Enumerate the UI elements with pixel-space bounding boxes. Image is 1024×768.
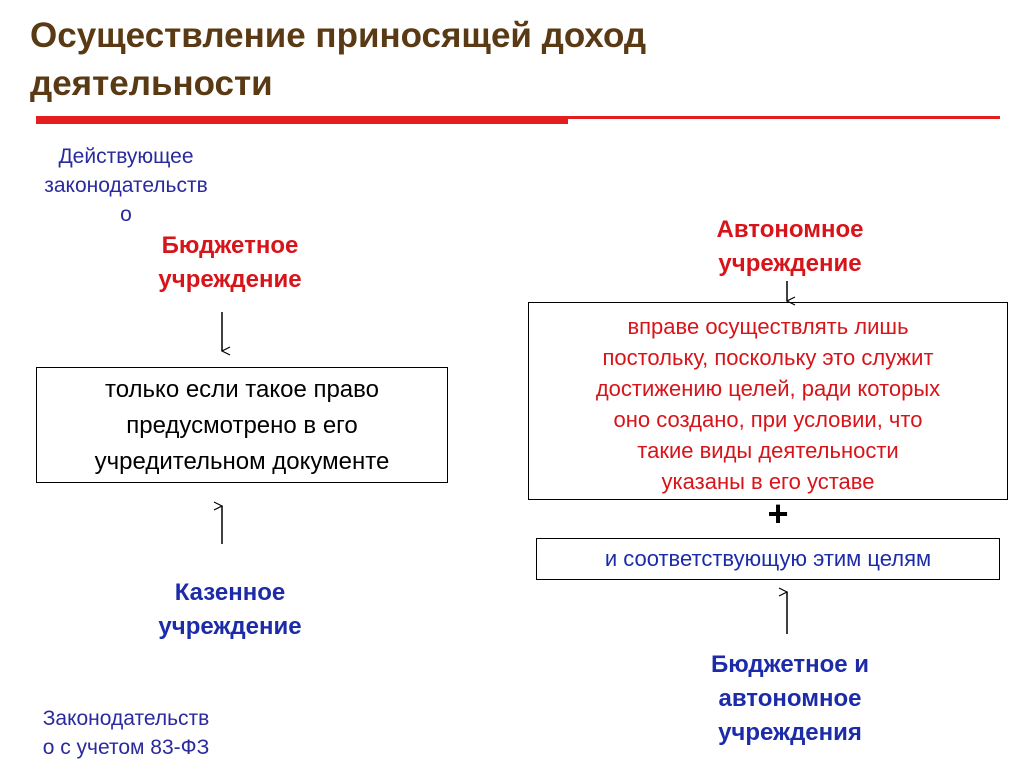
left-condition-line-3: учредительном документе xyxy=(94,448,390,475)
budget-and-autonomous-line-2: автономное xyxy=(718,685,862,712)
law-83-line-2: о с учетом 83-ФЗ xyxy=(42,736,210,759)
budget-and-autonomous-line-1: Бюджетное и xyxy=(710,651,870,678)
right-condition-line-4: оно создано, при условии, что xyxy=(613,407,923,432)
plus-sign: + xyxy=(767,493,789,534)
left-condition-line-1: только если такое право xyxy=(105,376,379,403)
budget-institution-line-2: учреждение xyxy=(158,266,302,293)
right-condition-line-3: достижению целей, ради которых xyxy=(595,376,941,401)
current-legislation-line-2: законодательств xyxy=(44,174,208,197)
law-83-line-1: Законодательств xyxy=(42,707,210,730)
slide-title-line-1: Осуществление приносящей доход xyxy=(30,16,647,55)
right-condition-line-5: такие виды деятельности xyxy=(637,438,899,463)
kazennoe-institution-line-1: Казенное xyxy=(174,579,286,606)
kazennoe-institution-line-2: учреждение xyxy=(158,613,302,640)
slide-title-line-2: деятельности xyxy=(30,64,273,103)
autonomous-institution-line-2: учреждение xyxy=(718,250,862,277)
right-condition-line-2: постольку, поскольку это служит xyxy=(602,345,934,370)
goals-text: и соответствующую этим целям xyxy=(604,546,932,571)
left-condition-line-2: предусмотрено в его xyxy=(126,412,358,439)
right-condition-line-1: вправе осуществлять лишь xyxy=(627,314,909,339)
current-legislation-line-1: Действующее xyxy=(58,145,194,168)
right-condition-line-6: указаны в его уставе xyxy=(661,469,875,494)
budget-institution-line-1: Бюджетное xyxy=(161,232,299,259)
autonomous-institution-line-1: Автономное xyxy=(716,216,864,243)
current-legislation-line-3: о xyxy=(120,203,132,226)
budget-and-autonomous-line-3: учреждения xyxy=(718,719,862,746)
